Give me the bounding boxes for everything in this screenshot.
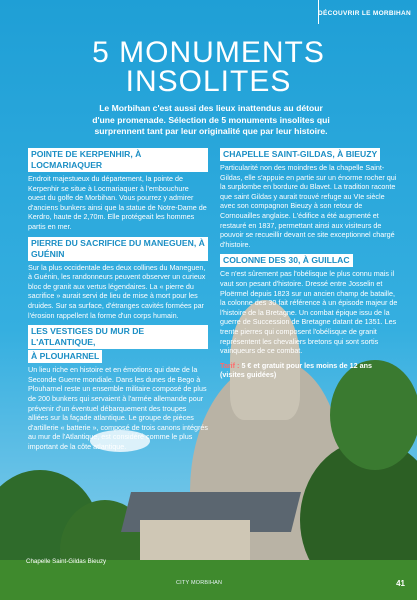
magazine-name: CITY MORBIHAN — [176, 580, 223, 586]
left-column — [28, 148, 208, 456]
colonne-tarif — [220, 361, 398, 380]
tarif-value: 5 € et gratuit pour les moins de 12 ans (visites guidées) — [220, 360, 373, 380]
gildas-heading-block — [220, 148, 398, 161]
gildas-body: Particularité non des moindres de la chapelle Saint-Gildas, elle s'appuie en partie sur un énorme rocher qui la surplombe en bordure du Blavet. La tradition raconte que saint Gildas y aurait trouvé refuge au VIe siècle avec son compagnon Bieuzy à son retour de Cornouailles anglaise. L'édifice a été augmenté et restauré en 1837, permettant ainsi aux visiteurs de pouvoir se recueillir devant ce site exceptionnel chargé d'histoire. — [220, 163, 397, 249]
gildas-heading: CHAPELLE SAINT-GILDAS, À BIEUZY — [220, 148, 380, 161]
maneguen-heading-block — [28, 237, 208, 261]
photo-caption: Chapelle Saint-Gildas Bieuzy — [26, 558, 107, 565]
right-column — [220, 148, 398, 385]
page-title-line1: 5 MONUMENTS — [92, 36, 325, 69]
section-header — [0, 0, 417, 20]
atlantique-heading-line1: LES VESTIGES DU MUR DE L'ATLANTIQUE, — [28, 325, 208, 349]
kerpenhir-body: Endroit majestueux du département, la pointe de Kerpenhir se situe à Locmariaquer à l'embouchure ouest du golfe de Morbihan. Vous pourrez y admirer d'anciens bunkers ainsi que la statue de Notre-Dame de Kerdro, haute de 2,70m. Elle protégeait les hommes partis en mer. — [28, 174, 207, 231]
kerpenhir-heading-block — [28, 148, 208, 172]
section-label: DÉCOUVRIR LE MORBIHAN — [318, 10, 411, 17]
page-number: 41 — [396, 579, 405, 588]
colonne-body: Ce n'est sûrement pas l'obélisque le plus connu mais il vaut son pesant d'histoire. Dressé entre Josselin et Ploërmel depuis 1823 sur un ancien champ de bataille, la colonne des 30 fait référence à un épisode majeur de l'histoire de la Bretagne. Un combat épique issu de la guerre de Succession de Bretagne datant de 1351. Les trente pierres qui composent l'obélisque de granit représentent les chevaliers bretons qui sont sortis vainqueurs de ce combat. — [220, 269, 398, 356]
colonne-heading-block — [220, 254, 398, 267]
page-title-line2: INSOLITES — [125, 65, 292, 98]
intro-text: Le Morbihan c'est aussi des lieux inattendus au détour d'une promenade. Sélection de 5 monuments insolites qui surprennent tant par leur originalité que par leur histoire. — [92, 103, 330, 136]
tarif-label: Tarif : — [220, 360, 240, 370]
atlantique-body: Un lieu riche en histoire et en émotions qui date de la Seconde Guerre mondiale. Dans les dunes de Bego à Plouharnel reste un ensemble militaire composé de plus de 200 bunkers qui servaient à l'armée allemande pour prévenir d'un éventuel débarquement des troupes alliées sur la façade atlantique. Le groupe de pièces d'artillerie « batterie », composé de trois canons intégrés au mur de l'Atlantique, est considéré comme le plus important de la côte atlantique. — [28, 365, 208, 451]
kerpenhir-heading: POINTE DE KERPENHIR, À LOCMARIAQUER — [28, 148, 208, 172]
atlantique-heading-line2: À PLOUHARNEL — [28, 350, 102, 363]
colonne-heading: COLONNE DES 30, À GUILLAC — [220, 254, 353, 267]
maneguen-body: Sur la plus occidentale des deux collines du Maneguen, à Guénin, les randonneurs peuvent observer un curieux bloc de granit aux vertus légendaires. La « pierre du sacrifice » aurait servi de lieu de mise à mort pour les druides. Sur sa surface, d'étranges cavités formées par l'érosion rappellent la forme d'un corps humain. — [28, 262, 206, 320]
maneguen-heading: PIERRE DU SACRIFICE DU MANEGUEN, À GUÉNIN — [28, 237, 208, 261]
atlantique-heading-block — [28, 325, 208, 363]
